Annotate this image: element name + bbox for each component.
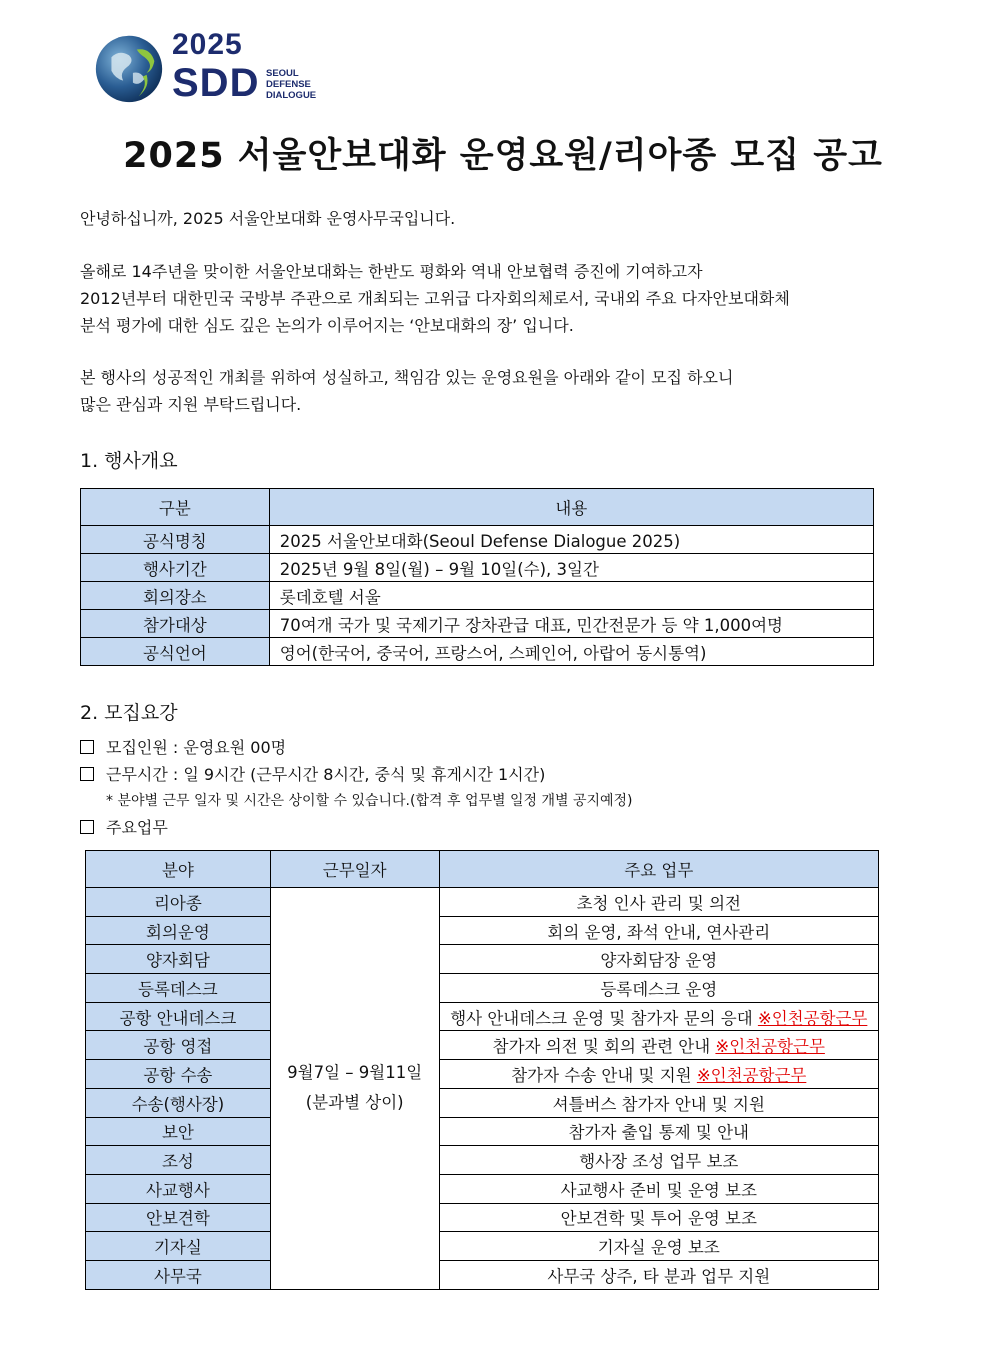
duty-field: 공항 수송 — [86, 1060, 271, 1089]
logo-sub-line: SEOUL — [266, 68, 299, 79]
duty-field: 사무국 — [86, 1260, 271, 1289]
table-row — [81, 526, 874, 554]
table-row — [81, 554, 874, 582]
table-row — [86, 974, 879, 1003]
checkbox-bullet-icon — [80, 767, 94, 781]
table-row — [86, 1117, 879, 1146]
duty-field: 안보견학 — [86, 1203, 271, 1232]
bullet-item — [80, 761, 633, 788]
bullet-text: 주요업무 — [106, 818, 168, 837]
duty-task — [439, 1060, 878, 1089]
bullet-text: 모집인원 : 운영요원 00명 — [106, 738, 287, 757]
work-dates-cell — [270, 888, 439, 1290]
sdd-logo — [90, 24, 330, 108]
logo-subtitle — [266, 68, 316, 101]
duty-task — [439, 1203, 878, 1232]
work-dates-note: (분과별 상이) — [305, 1093, 404, 1113]
airport-note: ※인천공항근무 — [715, 1037, 825, 1057]
duty-task — [439, 1002, 878, 1031]
column-header: 구분 — [81, 489, 270, 526]
duty-task — [439, 1174, 878, 1203]
duty-task-text: 참가자 수송 안내 및 지원 — [511, 1065, 697, 1085]
table-row — [86, 1002, 879, 1031]
table-row — [86, 1146, 879, 1175]
logo-sub-line: DEFENSE — [266, 79, 311, 90]
bullet-text: 근무시간 : 일 9시간 (근무시간 8시간, 중식 및 휴게시간 1시간) — [106, 765, 546, 784]
duty-task — [439, 1117, 878, 1146]
section-1-heading: 1. 행사개요 — [80, 450, 178, 472]
duty-task-text: 셔틀버스 참가자 안내 및 지원 — [552, 1094, 765, 1114]
duty-task-text: 기자실 운영 보조 — [597, 1238, 720, 1258]
row-value: 2025년 9월 8일(월) – 9월 10일(수), 3일간 — [269, 554, 873, 582]
intro-line: 많은 관심과 지원 부탁드립니다. — [80, 395, 302, 414]
row-value: 2025 서울안보대화(Seoul Defense Dialogue 2025) — [269, 526, 873, 554]
table-row — [86, 1260, 879, 1289]
duty-field: 보안 — [86, 1117, 271, 1146]
duty-field: 조성 — [86, 1146, 271, 1175]
duty-task-text: 사교행사 준비 및 운영 보조 — [560, 1180, 757, 1200]
event-overview-table — [80, 488, 874, 666]
duty-task-text: 회의 운영, 좌석 안내, 연사관리 — [547, 922, 771, 942]
table-row — [81, 638, 874, 666]
duty-task — [439, 1146, 878, 1175]
column-header: 근무일자 — [270, 851, 439, 888]
duty-field: 공항 안내데스크 — [86, 1002, 271, 1031]
duty-field: 기자실 — [86, 1232, 271, 1261]
bullet-item — [80, 814, 633, 841]
duty-task-text: 행사 안내데스크 운영 및 참가자 문의 응대 — [450, 1008, 758, 1028]
table-row — [81, 582, 874, 610]
work-dates: 9월7일 – 9월11일 — [287, 1063, 423, 1083]
table-row — [86, 1174, 879, 1203]
duty-task-text: 참가자 출입 통제 및 안내 — [568, 1123, 749, 1143]
duties-table — [85, 850, 879, 1290]
intro-line: 본 행사의 성공적인 개최를 위하여 성실하고, 책임감 있는 운영요원을 아래와 같이 모집 하오니 — [80, 368, 734, 387]
logo-year: 2025 — [172, 28, 243, 61]
airport-note: ※인천공항근무 — [696, 1065, 807, 1085]
greeting-text: 안녕하십니까, 2025 서울안보대화 운영사무국입니다. — [80, 209, 456, 228]
row-label: 행사기간 — [81, 554, 270, 582]
duty-field: 리아종 — [86, 888, 271, 917]
row-label: 참가대상 — [81, 610, 270, 638]
greeting — [80, 205, 910, 232]
intro-paragraph-2 — [80, 364, 910, 418]
duty-task — [439, 888, 878, 917]
duty-field: 양자회담 — [86, 945, 271, 974]
duty-field: 수송(행사장) — [86, 1088, 271, 1117]
intro-line: 분석 평가에 대한 심도 깊은 논의가 이루어지는 ‘안보대화의 장’ 입니다. — [80, 316, 574, 335]
intro-paragraph-1 — [80, 258, 910, 339]
duty-task — [439, 1260, 878, 1289]
duty-field: 공항 영접 — [86, 1031, 271, 1060]
duty-task — [439, 916, 878, 945]
logo-abbr: SDD — [172, 61, 260, 105]
duty-field: 등록데스크 — [86, 974, 271, 1003]
duty-task-text: 참가자 의전 및 회의 관련 안내 — [492, 1037, 716, 1057]
duty-task — [439, 1232, 878, 1261]
table-row — [86, 1203, 879, 1232]
duty-field: 회의운영 — [86, 916, 271, 945]
duty-task-text: 등록데스크 운영 — [600, 979, 718, 999]
globe-logo-icon — [90, 28, 168, 106]
table-header-row — [81, 489, 874, 526]
table-row — [86, 1060, 879, 1089]
column-header: 내용 — [269, 489, 873, 526]
bullet-note: * 분야별 근무 일자 및 시간은 상이할 수 있습니다.(합격 후 업무별 일정 개별 공지예정) — [106, 793, 633, 809]
row-label: 회의장소 — [81, 582, 270, 610]
duty-task-text: 양자회담장 운영 — [600, 951, 718, 971]
logo-sub-line: DIALOGUE — [266, 90, 317, 101]
checkbox-bullet-icon — [80, 740, 94, 754]
row-value: 70여개 국가 및 국제기구 장차관급 대표, 민간전문가 등 약 1,000여명 — [269, 610, 873, 638]
duty-task — [439, 945, 878, 974]
duty-field: 사교행사 — [86, 1174, 271, 1203]
table-row — [86, 945, 879, 974]
duty-task — [439, 1031, 878, 1060]
duty-task-text: 사무국 상주, 타 분과 업무 지원 — [547, 1266, 771, 1286]
row-label: 공식명칭 — [81, 526, 270, 554]
duty-task — [439, 1088, 878, 1117]
table-header-row — [86, 851, 879, 888]
bullet-item — [80, 734, 633, 761]
intro-line: 올해로 14주년을 맞이한 서울안보대화는 한반도 평화와 역내 안보협력 증진에 기여하고자 — [80, 262, 703, 281]
row-value: 영어(한국어, 중국어, 프랑스어, 스페인어, 아랍어 동시통역) — [269, 638, 873, 666]
table-row — [86, 1088, 879, 1117]
row-value: 롯데호텔 서울 — [269, 582, 873, 610]
airport-note: ※인천공항근무 — [757, 1008, 868, 1028]
checkbox-bullet-icon — [80, 820, 94, 834]
page-title: 2025 서울안보대화 운영요원/리아종 모집 공고 — [123, 136, 883, 176]
duty-task-text: 안보견학 및 투어 운영 보조 — [560, 1209, 757, 1229]
duty-task — [439, 974, 878, 1003]
section-2-heading: 2. 모집요강 — [80, 702, 178, 724]
table-row — [86, 1232, 879, 1261]
table-row — [86, 888, 879, 917]
column-header: 주요 업무 — [439, 851, 878, 888]
table-row — [81, 610, 874, 638]
column-header: 분야 — [86, 851, 271, 888]
recruitment-details — [80, 734, 633, 841]
table-row — [86, 916, 879, 945]
duty-task-text: 행사장 조성 업무 보조 — [579, 1152, 739, 1172]
table-row — [86, 1031, 879, 1060]
duty-task-text: 초청 인사 관리 및 의전 — [576, 893, 741, 913]
row-label: 공식언어 — [81, 638, 270, 666]
intro-line: 2012년부터 대한민국 국방부 주관으로 개최되는 고위급 다자회의체로서, 국내외 주요 다자안보대화체 — [80, 289, 790, 308]
